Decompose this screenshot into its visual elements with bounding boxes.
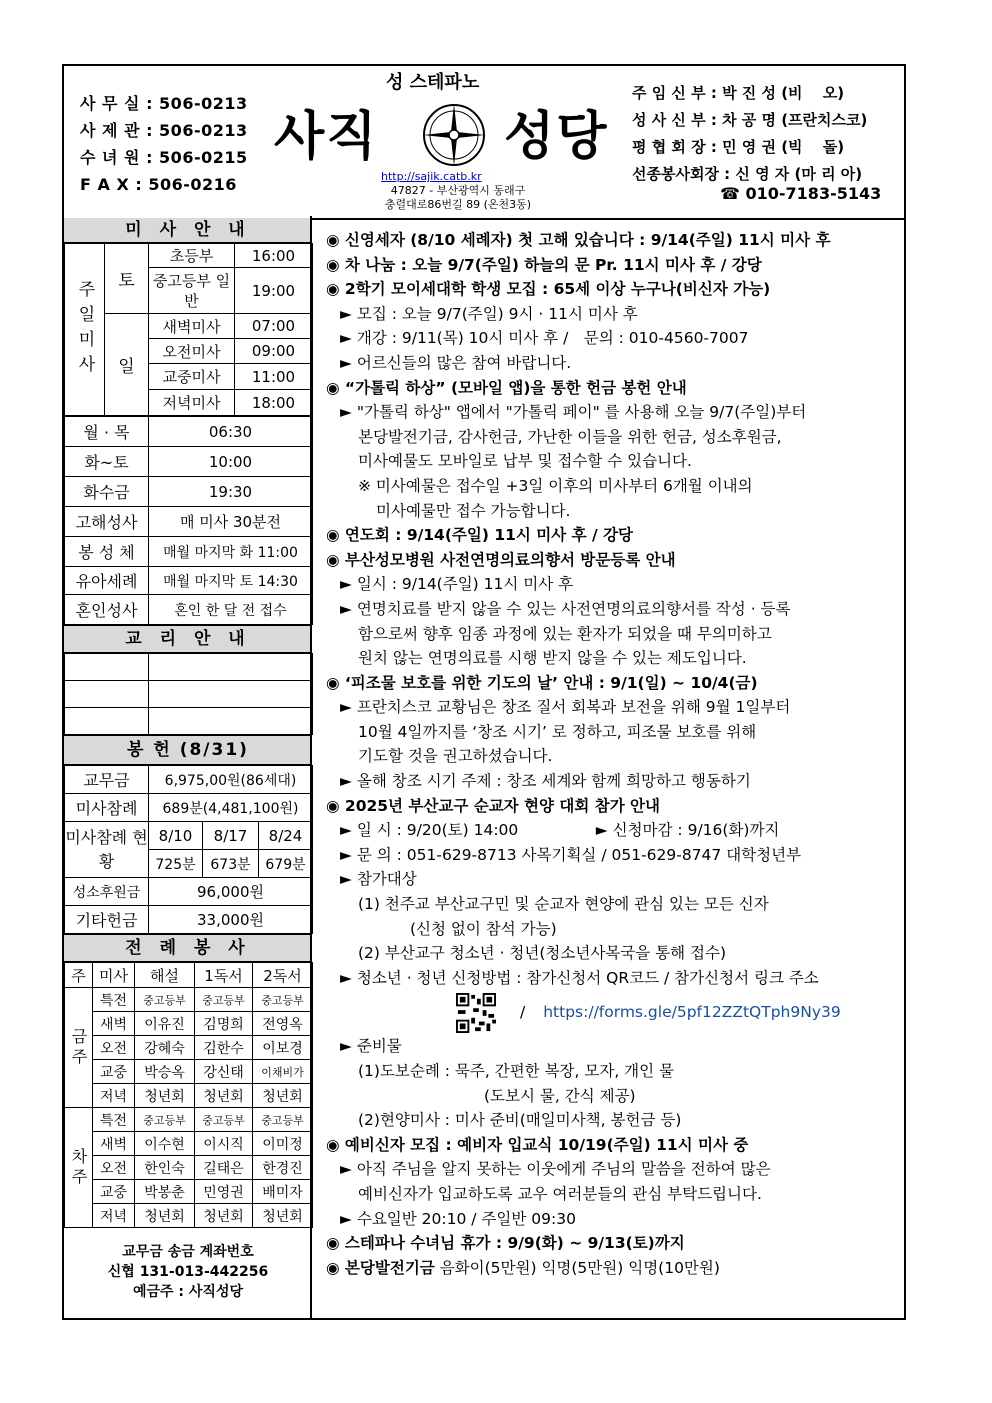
notice-line: ► 일시 : 9/14(주일) 11시 미사 후 xyxy=(340,575,574,594)
mass-time: 19:00 xyxy=(235,268,313,314)
doctrine-cell xyxy=(65,681,149,708)
liturgy-header: 2독서 xyxy=(253,963,313,988)
notice-line: 함으로써 향후 임종 과정에 있는 환자가 되었을 때 무의미하고 xyxy=(358,624,772,643)
notice-line: 10월 4일까지를 ‘창조 시기’ 로 정하고, 피조물 보호를 위해 xyxy=(358,722,757,741)
liturgy-minister: 김명희 xyxy=(195,1012,253,1036)
address-line1: 47827 - 부산광역시 동래구 xyxy=(390,184,526,197)
mass-name: 저녁미사 xyxy=(149,390,235,416)
offering-value: 689분(4,481,100원) xyxy=(149,794,313,822)
liturgy-minister: 한인숙 xyxy=(135,1156,195,1180)
offering-name: 기타헌금 xyxy=(65,906,149,934)
notice-fund xyxy=(326,1256,906,1281)
offering-value: 6,975,00원(86세대) xyxy=(149,766,313,794)
notice-heading: ◉ 2025년 부산교구 순교자 현양 대회 참가 안내 xyxy=(326,796,661,815)
liturgy-minister: 청년회 xyxy=(253,1084,313,1108)
notice-fund-title: ◉ 본당발전기금 xyxy=(326,1258,435,1277)
notice-line: 본당발전기금, 감사헌금, 가난한 이들을 위한 헌금, 성소후원금, xyxy=(358,427,782,446)
liturgy-minister: 배미자 xyxy=(253,1180,313,1204)
mass-time: 18:00 xyxy=(235,390,313,416)
contact-fax: F A X : 506-0216 xyxy=(80,175,237,194)
notice-line: ► 문 의 : 051-629-8713 사목기획실 / 051-629-8747 대학청년부 xyxy=(340,845,802,864)
parish-title-word2: 성당 xyxy=(504,107,609,167)
weekday-schedule-table xyxy=(64,416,313,625)
liturgy-minister: 중고등부 xyxy=(135,1108,195,1132)
liturgy-minister: 전영옥 xyxy=(253,1012,313,1036)
clergy-funeral: 선종봉사회장 : 신 영 자 (마 리 아) xyxy=(632,165,863,183)
weekday-time: 매월 마지막 화 11:00 xyxy=(149,537,313,567)
liturgy-mass: 저녁 xyxy=(93,1084,135,1108)
cross-logo-icon xyxy=(419,100,489,170)
liturgy-mass: 오전 xyxy=(93,1156,135,1180)
offering-name: 성소후원금 xyxy=(65,878,149,906)
notice-line: (신청 없이 참석 가능) xyxy=(410,919,557,938)
liturgy-header: 1독서 xyxy=(195,963,253,988)
liturgy-mass: 교중 xyxy=(93,1180,135,1204)
application-form-link[interactable]: https://forms.gle/5pf12ZZtQTph9Ny39 xyxy=(543,1003,841,1022)
notice-line: (2)현양미사 : 미사 준비(매일미사책, 봉헌금 등) xyxy=(358,1111,682,1130)
saturday-label: 토 xyxy=(105,244,149,314)
liturgy-minister: 이미정 xyxy=(253,1132,313,1156)
qr-separator: / xyxy=(520,1003,526,1022)
liturgy-mass: 교중 xyxy=(93,1060,135,1084)
offering-value: 33,000원 xyxy=(149,906,313,934)
liturgy-mass: 새벽 xyxy=(93,1012,135,1036)
contact-rectory: 사 제 관 : 506-0213 xyxy=(80,121,248,140)
contact-list xyxy=(80,90,248,198)
liturgy-minister: 이수현 xyxy=(135,1132,195,1156)
mass-time: 16:00 xyxy=(235,244,313,268)
attendance-date: 8/10 xyxy=(149,822,203,850)
address xyxy=(348,184,568,212)
mass-name: 오전미사 xyxy=(149,339,235,364)
liturgy-header: 주 xyxy=(65,963,93,988)
notice-heading: ◉ 예비신자 모집 : 예비자 입교식 10/19(주일) 11시 미사 중 xyxy=(326,1135,749,1154)
liturgy-mass: 특전 xyxy=(93,988,135,1012)
parish-title-word1: 사직 xyxy=(274,107,379,167)
phone-number: ☎ 010-7183-5143 xyxy=(720,184,882,203)
notice-line: (1)도보순례 : 묵주, 간편한 복장, 모자, 개인 물 xyxy=(358,1062,675,1080)
mass-time: 11:00 xyxy=(235,364,313,390)
notice-heading: ◉ ‘피조물 보호를 위한 기도의 날’ 안내 : 9/1(일) ~ 10/4(금) xyxy=(326,673,758,692)
notice-heading: ◉ 신영세자 (8/10 세례자) 첫 고해 있습니다 : 9/14(주일) 11시 미사 후 xyxy=(326,231,831,249)
liturgy-minister: 청년회 xyxy=(135,1204,195,1228)
liturgy-minister: 김한수 xyxy=(195,1036,253,1060)
mass-name: 새벽미사 xyxy=(149,314,235,339)
weekday-name: 고해성사 xyxy=(65,507,149,537)
weekday-name: 화수금 xyxy=(65,477,149,507)
weekday-name: 봉 성 체 xyxy=(65,537,149,567)
clergy-priest: 성 사 신 부 : 차 공 명 (프란치스코) xyxy=(632,111,868,129)
liturgy-minister: 청년회 xyxy=(135,1084,195,1108)
patron-name: 성 스테파노 xyxy=(386,72,480,93)
weekday-time: 19:30 xyxy=(149,477,313,507)
doctrine-table xyxy=(64,653,313,735)
doctrine-cell xyxy=(65,654,149,681)
liturgy-minister: 중고등부 xyxy=(195,1108,253,1132)
liturgy-minister: 중고등부 xyxy=(253,1108,313,1132)
left-column xyxy=(64,218,312,1302)
contact-office: 사 무 실 : 506-0213 xyxy=(80,94,248,113)
notice-line: ► 아직 주님을 알지 못하는 이웃에게 주님의 말씀을 전하여 많은 xyxy=(340,1160,771,1179)
doctrine-cell xyxy=(149,708,313,735)
doctrine-cell xyxy=(149,654,313,681)
offering-name: 미사참례 xyxy=(65,794,149,822)
liturgy-week-label: 차주 xyxy=(65,1108,93,1228)
qr-line xyxy=(326,990,906,1034)
doctrine-cell xyxy=(149,681,313,708)
notice-heading: ◉ 연도회 : 9/14(주일) 11시 미사 후 / 강당 xyxy=(326,526,634,545)
clergy-list xyxy=(632,80,867,188)
doctrine-cell xyxy=(65,708,149,735)
attendance-date: 8/17 xyxy=(203,822,259,850)
mass-time: 09:00 xyxy=(235,339,313,364)
attendance-date: 8/24 xyxy=(259,822,313,850)
notice-line: ※ 미사예물은 접수일 +3일 이후의 미사부터 6개월 이내의 xyxy=(358,476,753,495)
account-line2: 신협 131-013-442256 xyxy=(107,1264,269,1280)
weekday-time: 10:00 xyxy=(149,447,313,477)
notice-line: ► 준비물 xyxy=(340,1037,402,1056)
weekday-name: 유아세례 xyxy=(65,567,149,595)
liturgy-minister: 강신태 xyxy=(195,1060,253,1084)
liturgy-mass: 새벽 xyxy=(93,1132,135,1156)
liturgy-mass: 저녁 xyxy=(93,1204,135,1228)
liturgy-minister: 이유진 xyxy=(135,1012,195,1036)
notice-line: ► 올해 창조 시기 주제 : 창조 세계와 함께 희망하고 행동하기 xyxy=(340,772,751,791)
liturgy-minister: 강혜숙 xyxy=(135,1036,195,1060)
mass-section-title: 미 사 안 내 xyxy=(64,218,312,243)
liturgy-minister: 청년회 xyxy=(195,1084,253,1108)
liturgy-minister: 중고등부 xyxy=(135,988,195,1012)
attendance-count: 673분 xyxy=(203,850,259,878)
notice-line: ► 연명치료를 받지 않을 수 있는 사전연명의료의향서를 작성 · 등록 xyxy=(340,599,791,618)
liturgy-minister: 이시직 xyxy=(195,1132,253,1156)
notice-heading: ◉ 차 나눔 : 오늘 9/7(주일) 하늘의 문 Pr. 11시 미사 후 / 강당 xyxy=(326,255,762,274)
notice-line: ► 모집 : 오늘 9/7(주일) 9시 · 11시 미사 후 xyxy=(340,304,638,323)
notice-line: ► 개강 : 9/11(목) 10시 미사 후 / 문의 : 010-4560-7007 xyxy=(340,329,749,348)
attendance-status-label: 미사참례 현황 xyxy=(65,822,149,878)
weekday-name: 화~토 xyxy=(65,447,149,477)
liturgy-section-title: 전 례 봉 사 xyxy=(64,934,312,962)
liturgy-table xyxy=(64,962,313,1228)
mass-time: 07:00 xyxy=(235,314,313,339)
notice-line: 원치 않는 연명의료를 시행 받지 않을 수 있는 제도입니다. xyxy=(358,649,747,668)
liturgy-header: 해설 xyxy=(135,963,195,988)
qr-code-icon[interactable] xyxy=(456,993,496,1033)
weekday-name: 월 · 목 xyxy=(65,417,149,447)
weekday-time: 매월 마지막 토 14:30 xyxy=(149,567,313,595)
notice-line: ► "가톨릭 하상" 앱에서 "가톨릭 페이" 를 사용해 오늘 9/7(주일)부터 xyxy=(340,403,807,422)
notice-line: ► 어르신들의 많은 참여 바랍니다. xyxy=(340,353,572,372)
offering-table xyxy=(64,765,313,934)
liturgy-minister: 이채비가 xyxy=(253,1060,313,1084)
doctrine-section-title: 교 리 안 내 xyxy=(64,625,312,653)
notice-heading: ◉ 2학기 모이세대학 학생 모집 : 65세 이상 누구나(비신자 가능) xyxy=(326,280,771,299)
address-line2: 충렬대로86번길 89 (온천3동) xyxy=(384,198,532,211)
liturgy-header: 미사 xyxy=(93,963,135,988)
notice-heading: ◉ 부산성모병원 사전연명의료의향서 방문등록 안내 xyxy=(326,550,676,569)
account-line1: 교무금 송금 계좌번호 xyxy=(122,1244,254,1260)
liturgy-minister: 민영권 xyxy=(195,1180,253,1204)
notice-line: ► 참가대상 xyxy=(340,870,417,889)
weekday-time: 매 미사 30분전 xyxy=(149,507,313,537)
notices-column xyxy=(326,228,906,1280)
clergy-pastor: 주 임 신 부 : 박 진 성 (비 오) xyxy=(632,84,845,102)
notice-heading: ◉ “가톨릭 하상” (모바일 앱)을 통한 헌금 봉헌 안내 xyxy=(326,378,687,397)
notice-line: 미사예물도 모바일로 납부 및 접수할 수 있습니다. xyxy=(358,452,692,471)
liturgy-mass: 특전 xyxy=(93,1108,135,1132)
attendance-count: 725분 xyxy=(149,850,203,878)
sunday-mass-label: 주일미사 xyxy=(65,244,105,416)
offering-name: 교무금 xyxy=(65,766,149,794)
contact-convent: 수 녀 원 : 506-0215 xyxy=(80,148,248,167)
mass-name: 중고등부 일반 xyxy=(149,268,235,314)
sunday-label: 일 xyxy=(105,314,149,416)
column-divider xyxy=(310,216,312,1318)
notice-line: ► 일 시 : 9/20(토) 14:00 ► 신청마감 : 9/16(화)까지 xyxy=(340,821,780,840)
clergy-council: 평 협 회 장 : 민 영 권 (빅 돌) xyxy=(632,138,845,156)
notice-line: ► 수요일반 20:10 / 주일반 09:30 xyxy=(340,1209,576,1228)
liturgy-minister: 중고등부 xyxy=(195,988,253,1012)
notice-line: (1) 천주교 부산교구민 및 순교자 현양에 관심 있는 모든 신자 xyxy=(358,895,769,914)
liturgy-minister: 이보경 xyxy=(253,1036,313,1060)
parish-url-link[interactable]: http://sajik.catb.kr xyxy=(381,170,482,183)
weekday-time: 06:30 xyxy=(149,417,313,447)
notice-line: ► 프란치스코 교황님은 창조 질서 회복과 보전을 위해 9월 1일부터 xyxy=(340,698,791,717)
notice-fund-donors: 음화이(5만원) 익명(5만원) 익명(10만원) xyxy=(434,1258,720,1277)
liturgy-week-label: 금주 xyxy=(65,988,93,1108)
bulletin-frame xyxy=(62,64,906,1320)
account-info xyxy=(64,1228,312,1302)
notice-line: (2) 부산교구 청소년 · 청년(청소년사목국을 통해 접수) xyxy=(358,944,727,963)
liturgy-minister: 박승옥 xyxy=(135,1060,195,1084)
notice-line: 예비신자가 입교하도록 교우 여러분들의 관심 부탁드립니다. xyxy=(358,1184,762,1203)
liturgy-minister: 박봉춘 xyxy=(135,1180,195,1204)
liturgy-minister: 중고등부 xyxy=(253,988,313,1012)
notice-line: (도보시 물, 간식 제공) xyxy=(484,1086,636,1105)
offering-section-title: 봉 헌 (8/31) xyxy=(64,735,312,765)
mass-name: 교중미사 xyxy=(149,364,235,390)
mass-schedule-table xyxy=(64,243,313,416)
liturgy-minister: 한경진 xyxy=(253,1156,313,1180)
attendance-count: 679분 xyxy=(259,850,313,878)
notice-line: ► 청소년 · 청년 신청방법 : 참가신청서 QR코드 / 참가신청서 링크 주소 xyxy=(340,968,819,987)
liturgy-minister: 청년회 xyxy=(195,1204,253,1228)
header xyxy=(64,66,904,220)
notice-heading: ◉ 스테파나 수녀님 휴가 : 9/9(화) ~ 9/13(토)까지 xyxy=(326,1234,685,1253)
notice-line: 기도할 것을 권고하셨습니다. xyxy=(358,747,553,766)
liturgy-mass: 오전 xyxy=(93,1036,135,1060)
notice-line: 미사예물만 접수 가능합니다. xyxy=(376,501,571,520)
offering-value: 96,000원 xyxy=(149,878,313,906)
liturgy-minister: 청년회 xyxy=(253,1204,313,1228)
mass-name: 초등부 xyxy=(149,244,235,268)
liturgy-minister: 길태은 xyxy=(195,1156,253,1180)
weekday-time: 혼인 한 달 전 접수 xyxy=(149,595,313,625)
account-line3: 예금주 : 사직성당 xyxy=(132,1284,243,1300)
weekday-name: 혼인성사 xyxy=(65,595,149,625)
